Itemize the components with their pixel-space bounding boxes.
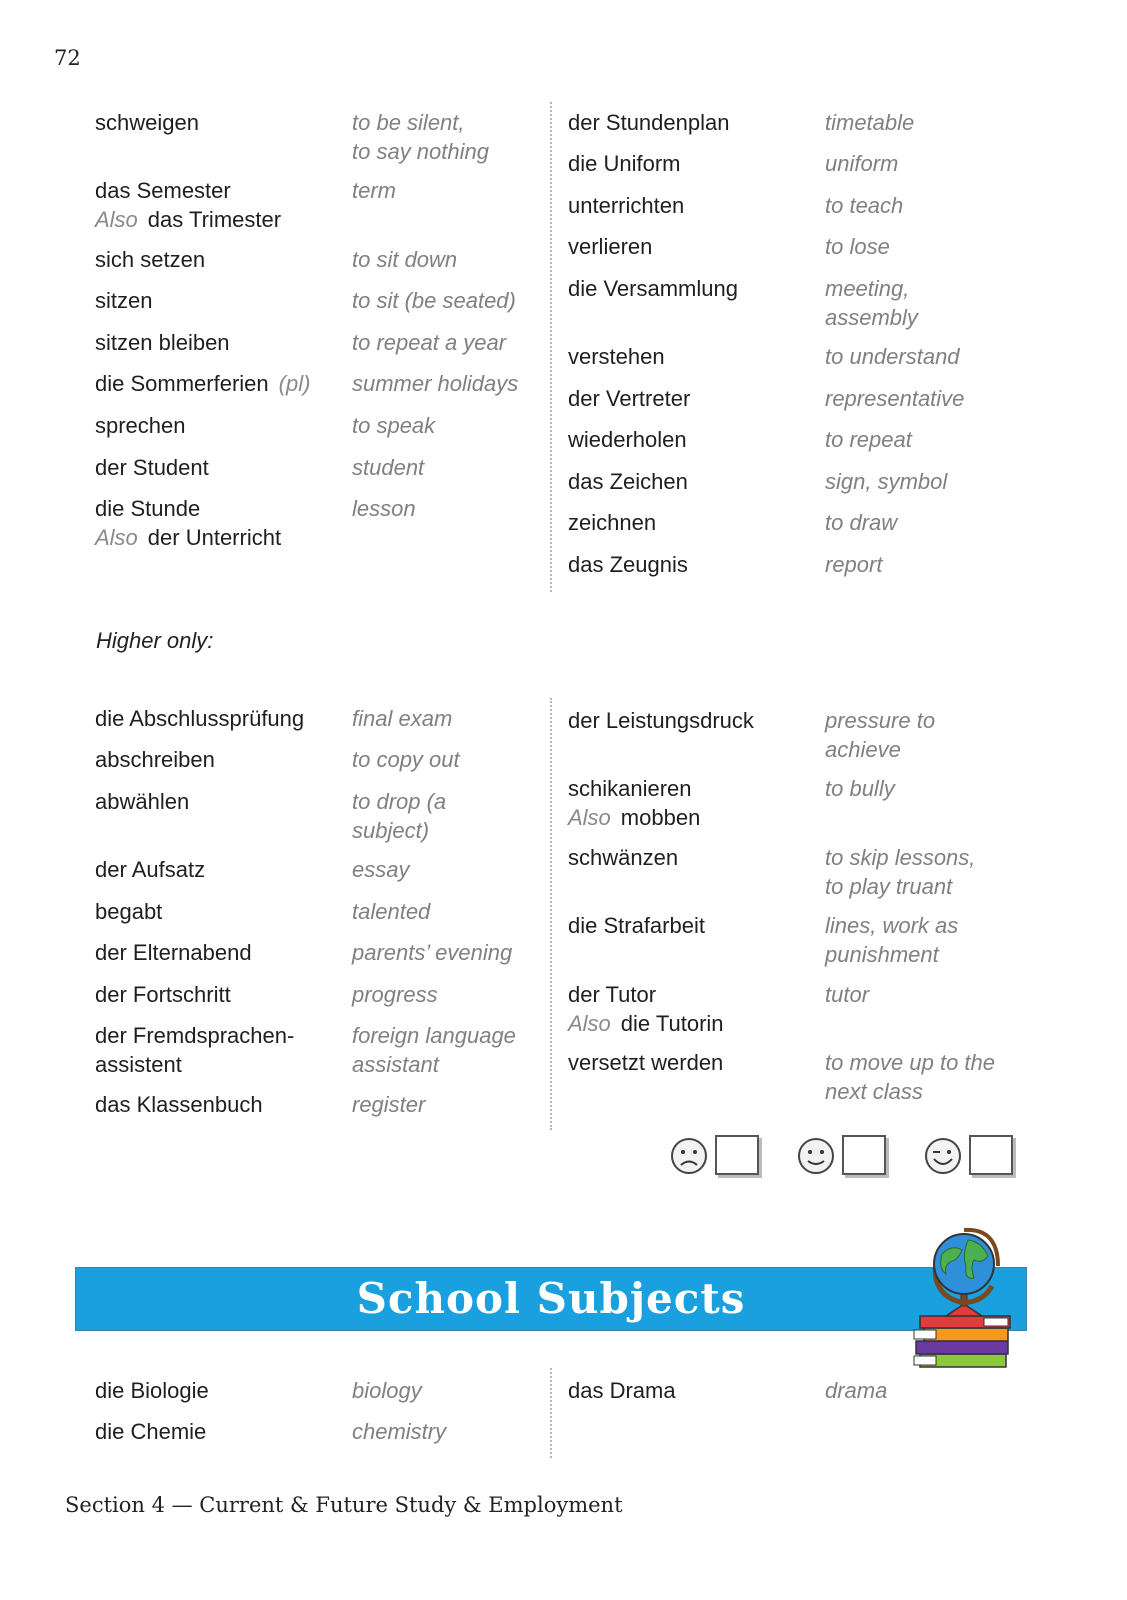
english-translation: [352, 453, 542, 482]
german-word: sich setzen: [95, 247, 206, 272]
german-word: der Fortschritt: [95, 982, 231, 1007]
rating-checkbox-happy[interactable]: [969, 1135, 1013, 1175]
also-label: Also: [95, 525, 138, 550]
higher-only-label: Higher only:: [96, 628, 214, 653]
german-term: [95, 108, 350, 137]
german-term: [568, 149, 823, 178]
german-term: [568, 232, 823, 261]
german-term: [568, 911, 823, 940]
german-word: der Tutor: [568, 982, 657, 1007]
translation-line: lesson: [352, 496, 416, 521]
german-word: sitzen: [95, 288, 153, 313]
english-translation: [352, 787, 542, 845]
translation-line: to understand: [825, 344, 960, 369]
german-word: die Stunde: [95, 496, 201, 521]
english-translation: [825, 1376, 1015, 1405]
english-translation: [352, 897, 542, 926]
translation-line: to repeat: [825, 427, 912, 452]
translation-line: summer holidays: [352, 371, 519, 396]
translation-line: to teach: [825, 193, 904, 218]
german-word: der Stundenplan: [568, 110, 730, 135]
translation-line: achieve: [825, 737, 901, 762]
translation-line: student: [352, 455, 425, 480]
german-word: verstehen: [568, 344, 665, 369]
translation-line: essay: [352, 857, 410, 882]
alternative-word: mobben: [620, 805, 701, 830]
translation-line: drama: [825, 1378, 888, 1403]
german-word: begabt: [95, 899, 163, 924]
english-translation: [352, 369, 542, 398]
alternative-term: [95, 523, 350, 552]
english-translation: [825, 843, 1015, 901]
german-term: [568, 843, 823, 872]
translation-line: lines, work as: [825, 913, 959, 938]
english-translation: [825, 232, 1015, 261]
english-translation: [825, 467, 1015, 496]
translation-line: next class: [825, 1079, 923, 1104]
english-translation: [352, 411, 542, 440]
english-translation: [825, 342, 1015, 371]
translation-line: progress: [352, 982, 438, 1007]
german-term: [95, 938, 350, 967]
german-word: die Strafarbeit: [568, 913, 705, 938]
german-term: [95, 411, 350, 440]
winking-face-icon: [924, 1137, 962, 1175]
german-term: [95, 745, 350, 774]
translation-line: to skip lessons,: [825, 845, 976, 870]
german-word: der Vertreter: [568, 386, 691, 411]
column-divider: [550, 698, 552, 1130]
german-word: die Abschlussprüfung: [95, 706, 305, 731]
translation-line: to be silent,: [352, 110, 465, 135]
german-term: [95, 1376, 350, 1405]
alternative-term: [568, 1009, 823, 1038]
german-term: [568, 342, 823, 371]
german-term: [568, 108, 823, 137]
german-term: [568, 706, 823, 735]
german-word: die Versammlung: [568, 276, 738, 301]
english-translation: [825, 149, 1015, 178]
english-translation: [825, 274, 1015, 332]
translation-line: tutor: [825, 982, 870, 1007]
translation-line: report: [825, 552, 883, 577]
german-word: zeichnen: [568, 510, 657, 535]
alternative-word: das Trimester: [147, 207, 282, 232]
german-word: verlieren: [568, 234, 653, 259]
translation-line: to drop (a: [352, 789, 447, 814]
german-term: [95, 1417, 350, 1446]
english-translation: [352, 938, 542, 967]
english-translation: [352, 1417, 542, 1446]
german-word-continued: assistent: [95, 1052, 182, 1077]
german-word: die Sommerferien (pl): [95, 371, 311, 396]
english-translation: [352, 704, 542, 733]
english-translation: [352, 286, 542, 315]
translation-line: to lose: [825, 234, 890, 259]
english-translation: [825, 911, 1015, 969]
translation-line: meeting,: [825, 276, 910, 301]
english-translation: [825, 384, 1015, 413]
german-word: schwänzen: [568, 845, 679, 870]
german-word: der Student: [95, 455, 209, 480]
english-translation: [825, 980, 1015, 1009]
neutral-face-icon: [797, 1137, 835, 1175]
translation-line: foreign language: [352, 1023, 516, 1048]
german-term: [95, 787, 350, 816]
also-label: Also: [568, 1011, 611, 1036]
german-word: das Zeichen: [568, 469, 688, 494]
translation-line: chemistry: [352, 1419, 447, 1444]
english-translation: [825, 706, 1015, 764]
translation-line: to speak: [352, 413, 436, 438]
german-term: [95, 286, 350, 315]
alternative-word: die Tutorin: [620, 1011, 724, 1036]
german-word: die Chemie: [95, 1419, 207, 1444]
german-term: [95, 897, 350, 926]
translation-line: term: [352, 178, 396, 203]
translation-line: to move up to the: [825, 1050, 995, 1075]
english-translation: [352, 328, 542, 357]
german-term: [568, 550, 823, 579]
german-word: schikanieren: [568, 776, 692, 801]
translation-line: to draw: [825, 510, 898, 535]
translation-line: final exam: [352, 706, 453, 731]
german-word: abwählen: [95, 789, 190, 814]
translation-line: to play truant: [825, 874, 953, 899]
alternative-term: [95, 205, 350, 234]
translation-line: sign, symbol: [825, 469, 948, 494]
german-term: [568, 425, 823, 454]
german-word: versetzt werden: [568, 1050, 724, 1075]
german-term: [568, 1376, 823, 1405]
translation-line: to sit (be seated): [352, 288, 516, 313]
page-number: 72: [54, 46, 81, 70]
german-term: [95, 704, 350, 733]
german-term: [95, 369, 350, 398]
translation-line: talented: [352, 899, 431, 924]
german-term: [95, 1021, 350, 1079]
also-label: Also: [568, 805, 611, 830]
german-word: das Semester: [95, 178, 231, 203]
english-translation: [825, 774, 1015, 803]
german-word: die Biologie: [95, 1378, 209, 1403]
english-translation: [352, 745, 542, 774]
german-term: [568, 774, 823, 832]
german-term: [568, 274, 823, 303]
english-translation: [352, 1021, 542, 1079]
german-word: der Elternabend: [95, 940, 252, 965]
german-word: das Klassenbuch: [95, 1092, 263, 1117]
english-translation: [825, 508, 1015, 537]
german-term: [95, 453, 350, 482]
german-word: das Zeugnis: [568, 552, 688, 577]
german-term: [95, 245, 350, 274]
alternative-word: der Unterricht: [147, 525, 282, 550]
column-divider: [550, 102, 552, 592]
translation-line: assistant: [352, 1052, 439, 1077]
german-word: der Fremdsprachen-: [95, 1023, 295, 1048]
german-term: [95, 1090, 350, 1119]
german-word: der Leistungsdruck: [568, 708, 754, 733]
translation-line: to copy out: [352, 747, 460, 772]
english-translation: [825, 550, 1015, 579]
german-word: das Drama: [568, 1378, 676, 1403]
german-word: wiederholen: [568, 427, 687, 452]
german-word: abschreiben: [95, 747, 215, 772]
translation-line: uniform: [825, 151, 899, 176]
german-term: [95, 328, 350, 357]
translation-line: register: [352, 1092, 426, 1117]
translation-line: pressure to: [825, 708, 936, 733]
english-translation: [825, 425, 1015, 454]
german-word: sprechen: [95, 413, 186, 438]
english-translation: [352, 108, 542, 166]
german-term: [568, 980, 823, 1038]
english-translation: [352, 1090, 542, 1119]
banner-title: School Subjects: [356, 1274, 746, 1323]
rating-checkbox-sad[interactable]: [715, 1135, 759, 1175]
alternative-term: [568, 803, 823, 832]
german-word: sitzen bleiben: [95, 330, 230, 355]
german-term: [568, 467, 823, 496]
german-term: [568, 384, 823, 413]
translation-line: to sit down: [352, 247, 458, 272]
english-translation: [825, 1048, 1015, 1106]
english-translation: [352, 494, 542, 523]
translation-line: to bully: [825, 776, 895, 801]
translation-line: subject): [352, 818, 430, 843]
sad-face-icon: [670, 1137, 708, 1175]
translation-line: to repeat a year: [352, 330, 507, 355]
english-translation: [352, 855, 542, 884]
english-translation: [825, 191, 1015, 220]
translation-line: representative: [825, 386, 965, 411]
german-term: [95, 176, 350, 234]
german-word: unterrichten: [568, 193, 685, 218]
english-translation: [352, 245, 542, 274]
translation-line: punishment: [825, 942, 939, 967]
also-label: Also: [95, 207, 138, 232]
translation-line: parents’ evening: [352, 940, 513, 965]
german-term: [95, 855, 350, 884]
german-term: [95, 494, 350, 552]
english-translation: [352, 176, 542, 205]
german-term: [568, 508, 823, 537]
german-word: schweigen: [95, 110, 199, 135]
plural-marker: (pl): [278, 371, 311, 396]
english-translation: [825, 108, 1015, 137]
rating-checkbox-neutral[interactable]: [842, 1135, 886, 1175]
german-word: die Uniform: [568, 151, 681, 176]
translation-line: biology: [352, 1378, 422, 1403]
translation-line: to say nothing: [352, 139, 489, 164]
german-term: [568, 1048, 823, 1077]
english-translation: [352, 1376, 542, 1405]
translation-line: assembly: [825, 305, 918, 330]
column-divider: [550, 1368, 552, 1458]
german-word: der Aufsatz: [95, 857, 206, 882]
section-banner: [75, 1267, 1027, 1331]
globe-on-books-icon: [912, 1226, 1016, 1384]
german-term: [95, 980, 350, 1009]
translation-line: timetable: [825, 110, 915, 135]
english-translation: [352, 980, 542, 1009]
section-footer: Section 4 — Current & Future Study & Employment: [65, 1493, 623, 1517]
german-term: [568, 191, 823, 220]
